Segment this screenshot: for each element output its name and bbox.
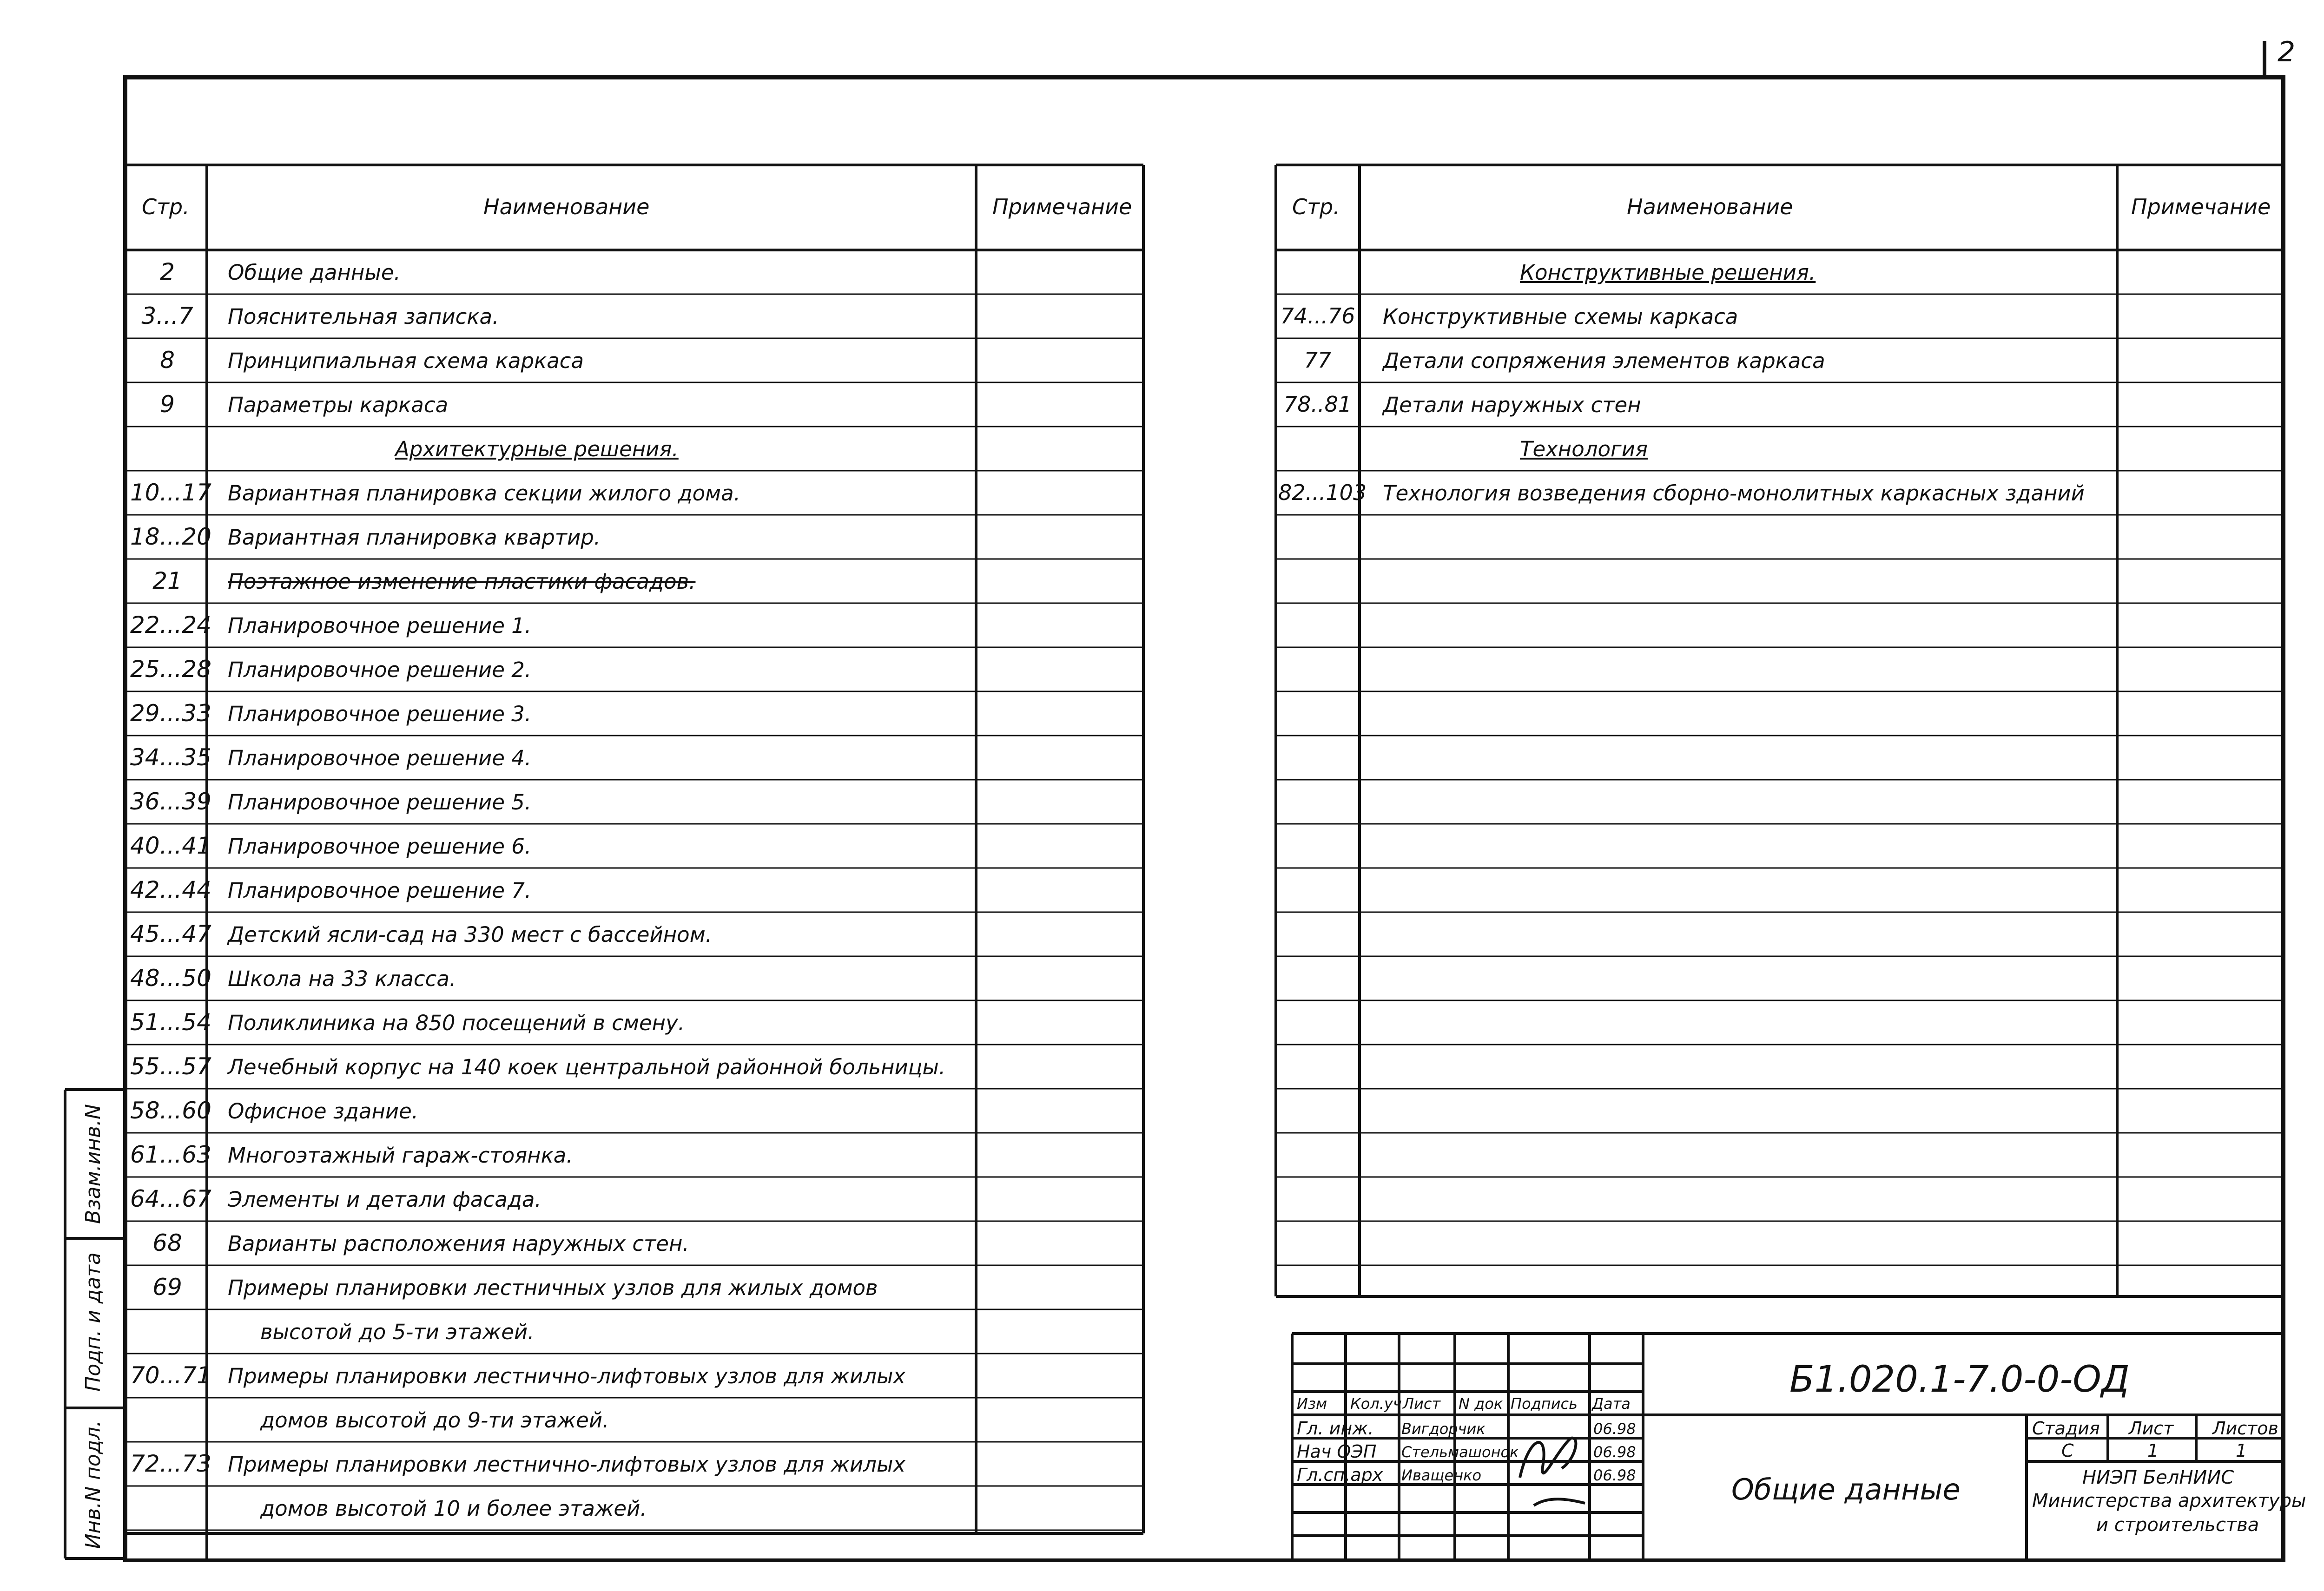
- left-row-page: 61...63: [130, 1141, 211, 1168]
- stage-label: Стадия: [2032, 1418, 2100, 1439]
- sheets-label: Листов: [2212, 1418, 2278, 1439]
- left-row-name: домов высотой до 9-ти этажей.: [260, 1408, 609, 1433]
- left-row-name: Примеры планировки лестнично-лифтовых узлов для жилых: [228, 1364, 906, 1388]
- left-row-name: Школа на 33 класса.: [228, 966, 456, 991]
- sheet-number: 2: [2278, 36, 2296, 68]
- left-row-page: 55...57: [130, 1053, 211, 1080]
- right-header-name: Наименование: [1627, 194, 1793, 219]
- left-row-name: домов высотой 10 и более этажей.: [260, 1496, 647, 1521]
- left-row-name: Планировочное решение 7.: [228, 878, 532, 903]
- left-row-page: 68: [152, 1229, 182, 1256]
- right-row-page: 74...76: [1280, 303, 1355, 329]
- left-row-page: 51...54: [130, 1009, 211, 1036]
- left-row-name: Поликлиника на 850 посещений в смену.: [228, 1011, 685, 1035]
- staff-role: Нач ОЭП: [1297, 1441, 1377, 1462]
- left-header-name: Наименование: [483, 194, 650, 219]
- left-row-name: Общие данные.: [228, 260, 401, 285]
- sheet-value: 1: [2147, 1440, 2159, 1461]
- organization-line-1: НИЭП БелНИИС: [2082, 1467, 2234, 1488]
- right-row-page: 78..81: [1283, 392, 1352, 417]
- left-row-page: 22...24: [130, 611, 211, 638]
- title-block-col-header: Лист: [1403, 1395, 1441, 1413]
- left-row-name: Планировочное решение 3.: [228, 702, 532, 726]
- left-row-name: Планировочное решение 1.: [228, 613, 532, 638]
- left-row-page: 2: [160, 258, 175, 285]
- staff-role: Гл.сп.арх: [1297, 1465, 1383, 1485]
- left-row-page: 58...60: [130, 1097, 211, 1124]
- left-row-page: 70...71: [130, 1362, 211, 1389]
- right-row-name: Технология: [1520, 437, 1648, 461]
- left-row-name: Элементы и детали фасада.: [228, 1187, 541, 1212]
- sidebar-inv-original: Инв.N подл.: [81, 1420, 105, 1549]
- right-header-page: Стр.: [1292, 194, 1340, 219]
- right-row-name: Конструктивные схемы каркаса: [1383, 304, 1738, 329]
- left-header-note: Примечание: [992, 194, 1132, 219]
- left-row-page: 21: [152, 567, 182, 594]
- right-row-name: Детали наружных стен: [1383, 393, 1641, 417]
- sheet-title: Общие данные: [1731, 1473, 1961, 1506]
- left-row-page: 25...28: [130, 656, 211, 683]
- left-row-name: Вариантная планировка квартир.: [228, 525, 601, 550]
- left-row-page: 8: [160, 347, 175, 374]
- left-row-name: Параметры каркаса: [228, 393, 449, 417]
- left-row-name: Планировочное решение 5.: [228, 790, 532, 815]
- right-row-name: Детали сопряжения элементов каркаса: [1383, 348, 1825, 373]
- document-code: Б1.020.1-7.0-0-ОД: [1789, 1359, 2130, 1400]
- sheet-label: Лист: [2129, 1418, 2174, 1439]
- left-row-page: 45...47: [130, 920, 211, 947]
- left-header-page: Стр.: [142, 194, 190, 219]
- left-row-name: Примеры планировки лестничных узлов для жилых домов: [228, 1275, 878, 1300]
- left-row-page: 9: [160, 391, 175, 418]
- sheets-value: 1: [2236, 1440, 2247, 1461]
- title-block-col-header: Подпись: [1511, 1395, 1578, 1413]
- right-row-name: Конструктивные решения.: [1520, 260, 1816, 285]
- staff-name: Иващенко: [1401, 1466, 1482, 1484]
- left-row-page: 48...50: [130, 965, 211, 992]
- sidebar-replace-inv: Взам.инв.N: [81, 1104, 105, 1224]
- staff-date: 06.98: [1593, 1443, 1636, 1461]
- left-row-page: 36...39: [130, 788, 211, 815]
- left-row-name: Варианты расположения наружных стен.: [228, 1231, 689, 1256]
- left-row-name: Принципиальная схема каркаса: [228, 348, 584, 373]
- left-row-name: Планировочное решение 6.: [228, 834, 532, 859]
- right-row-name: Технология возведения сборно-монолитных каркасных зданий: [1383, 481, 2085, 506]
- staff-name: Стельмашонок: [1401, 1443, 1519, 1461]
- left-row-page: 42...44: [130, 876, 211, 903]
- left-row-page: 64...67: [130, 1185, 211, 1212]
- left-row-name: высотой до 5-ти этажей.: [260, 1320, 535, 1344]
- left-row-page: 10...17: [130, 479, 211, 506]
- title-block-col-header: N док: [1459, 1395, 1503, 1413]
- title-block-col-header: Дата: [1592, 1395, 1631, 1413]
- left-row-name: Планировочное решение 4.: [228, 746, 532, 770]
- left-row-name: Примеры планировки лестнично-лифтовых узлов для жилых: [228, 1452, 906, 1477]
- left-row-page: 69: [152, 1274, 182, 1301]
- left-row-name: Пояснительная записка.: [228, 304, 499, 329]
- staff-date: 06.98: [1593, 1466, 1636, 1484]
- left-row-name: Офисное здание.: [228, 1099, 419, 1124]
- staff-role: Гл. инж.: [1297, 1418, 1374, 1439]
- left-row-name: Планировочное решение 2.: [228, 657, 532, 682]
- sidebar-signature-date: Подп. и дата: [81, 1252, 105, 1392]
- left-row-name: Многоэтажный гараж-стоянка.: [228, 1143, 573, 1168]
- left-row-page: 72...73: [130, 1450, 211, 1477]
- staff-date: 06.98: [1593, 1420, 1636, 1438]
- right-row-page: 77: [1304, 348, 1332, 373]
- title-block-col-header: Изм: [1297, 1395, 1327, 1413]
- left-row-page: 29...33: [130, 700, 211, 727]
- left-row-page: 40...41: [130, 832, 211, 859]
- left-row-page: 18...20: [130, 523, 211, 550]
- organization-line-2: Министерства архитектуры: [2032, 1490, 2306, 1512]
- left-row-page: 3...7: [141, 302, 193, 329]
- left-row-name: Вариантная планировка секции жилого дома.: [228, 481, 741, 506]
- left-row-name: Архитектурные решения.: [395, 437, 679, 461]
- stage-value: С: [2061, 1440, 2074, 1461]
- organization-line-3: и строительства: [2096, 1514, 2259, 1536]
- left-row-name: Поэтажное изменение пластики фасадов.: [228, 569, 696, 594]
- title-block-col-header: Кол.уч: [1350, 1395, 1402, 1413]
- left-row-name: Лечебный корпус на 140 коек центральной районной больницы.: [228, 1055, 946, 1079]
- right-row-page: 82...103: [1278, 480, 1367, 505]
- left-row-name: Детский ясли-сад на 330 мест с бассейном.: [228, 922, 712, 947]
- left-row-page: 34...35: [130, 744, 211, 771]
- right-header-note: Примечание: [2131, 194, 2271, 219]
- staff-name: Вигдорчик: [1401, 1420, 1486, 1438]
